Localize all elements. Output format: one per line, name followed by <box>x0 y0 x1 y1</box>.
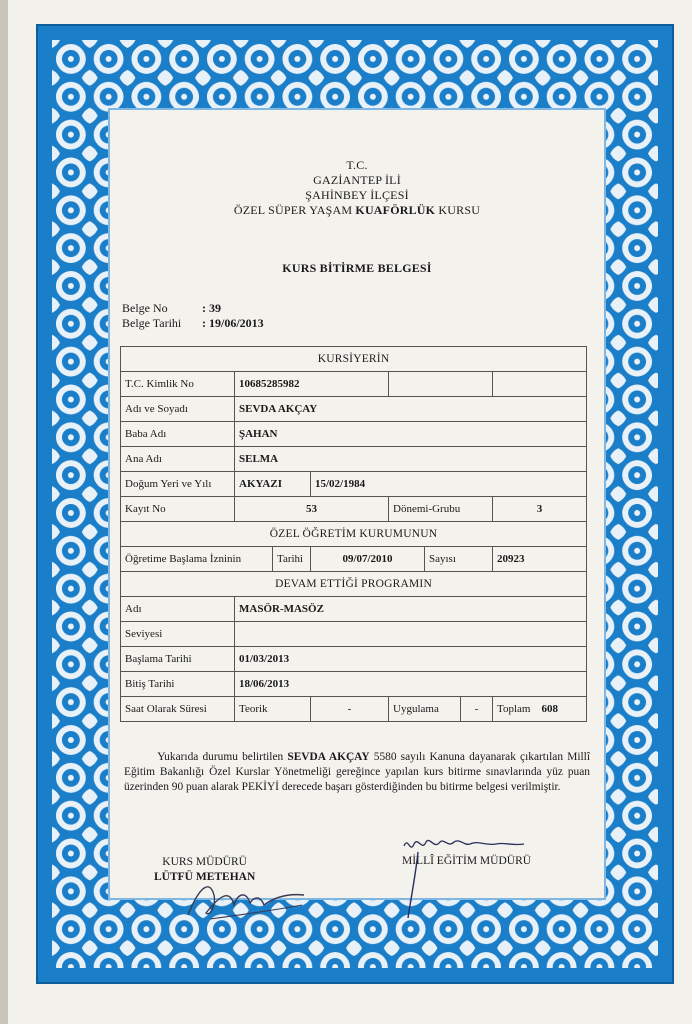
tarihi-value: 09/07/2010 <box>311 547 425 572</box>
header-line-school <box>110 203 604 218</box>
document-title: KURS BİTİRME BELGESİ <box>282 261 432 275</box>
seviye-label: Seviyesi <box>121 622 235 647</box>
teorik-value: - <box>311 697 389 722</box>
student-info-table <box>120 346 587 722</box>
school-name-bold: KUAFÖRLÜK <box>355 203 436 217</box>
sayisi-value: 20923 <box>493 547 587 572</box>
father-value: ŞAHAN <box>235 422 587 447</box>
teorik-label: Teorik <box>235 697 311 722</box>
tc-extra-cell <box>389 372 493 397</box>
course-director-name: LÜTFÜ METEHAN <box>154 871 256 883</box>
decorative-border <box>36 24 674 984</box>
belge-tarihi-value: : 19/06/2013 <box>202 316 264 330</box>
name-value: SEVDA AKÇAY <box>235 397 587 422</box>
school-name-suffix: KURSU <box>438 203 481 217</box>
certificate-sheet <box>8 0 692 1024</box>
mother-label: Ana Adı <box>121 447 235 472</box>
bitis-label: Bitiş Tarihi <box>121 672 235 697</box>
father-label: Baba Adı <box>121 422 235 447</box>
baslama-value: 01/03/2013 <box>235 647 587 672</box>
toplam-label: Toplam <box>497 703 531 715</box>
seviye-value <box>235 622 587 647</box>
statement-name: SEVDA AKÇAY <box>287 751 370 763</box>
uygulama-value: - <box>461 697 493 722</box>
statement-part1: Yukarıda durumu belirtilen <box>157 751 284 763</box>
statement-part2: 5580 sayılı Kanuna dayanarak çıkartılan Millî Eğitim Bakanlığı Özel Kurslar Yönetmeliği gereğince yapılan kurs bitirme sınavlarında yüz puan üzerinden 90 puan alarak PEKİYİ derecede başarı gösterdiğinden bu bitirme belgesi verilmiştir. <box>124 751 590 793</box>
birth-label: Doğum Yeri ve Yılı <box>121 472 235 497</box>
tarihi-label: Tarihi <box>273 547 311 572</box>
toplam-value: 608 <box>541 703 558 715</box>
birth-place: AKYAZI <box>235 472 311 497</box>
sure-label: Saat Olarak Süresi <box>121 697 235 722</box>
institution-header <box>110 158 604 218</box>
izin-label: Öğretime Başlama İzninin <box>121 547 273 572</box>
uygulama-label: Uygulama <box>389 697 461 722</box>
tc-extra-cell-2 <box>493 372 587 397</box>
certificate-body <box>108 108 606 900</box>
name-label: Adı ve Soyadı <box>121 397 235 422</box>
donem-label: Dönemi-Grubu <box>389 497 493 522</box>
baslama-label: Başlama Tarihi <box>121 647 235 672</box>
sayisi-label: Sayısı <box>425 547 493 572</box>
kayit-label: Kayıt No <box>121 497 235 522</box>
document-meta <box>122 301 264 331</box>
header-line-tc: T.C. <box>346 158 368 172</box>
belge-no-label: Belge No <box>122 301 168 315</box>
section-kursiyer: KURSİYERİN <box>121 347 587 372</box>
donem-value: 3 <box>493 497 587 522</box>
section-kurum: ÖZEL ÖĞRETİM KURUMUNUN <box>121 522 587 547</box>
program-adi-label: Adı <box>121 597 235 622</box>
toplam-cell <box>493 697 587 722</box>
mother-value: SELMA <box>235 447 587 472</box>
kayit-value: 53 <box>235 497 389 522</box>
handwritten-signature-right <box>400 832 550 922</box>
tc-value: 10685285982 <box>235 372 389 397</box>
certification-statement <box>124 750 590 795</box>
school-name-prefix: ÖZEL SÜPER YAŞAM <box>233 203 353 217</box>
birth-date: 15/02/1984 <box>311 472 587 497</box>
header-line-district: ŞAHİNBEY İLÇESİ <box>305 188 409 202</box>
education-director-title: MİLLÎ EĞİTİM MÜDÜRÜ <box>402 855 532 867</box>
belge-tarihi-label: Belge Tarihi <box>122 316 182 330</box>
section-program: DEVAM ETTİĞİ PROGRAMIN <box>121 572 587 597</box>
tc-label: T.C. Kimlik No <box>121 372 235 397</box>
course-director-title: KURS MÜDÜRÜ <box>162 856 247 868</box>
header-line-province: GAZİANTEP İLİ <box>313 173 401 187</box>
program-adi-value: MASÖR-MASÖZ <box>235 597 587 622</box>
bitis-value: 18/06/2013 <box>235 672 587 697</box>
handwritten-signature-left <box>180 875 310 925</box>
belge-no-value: : 39 <box>202 301 221 315</box>
